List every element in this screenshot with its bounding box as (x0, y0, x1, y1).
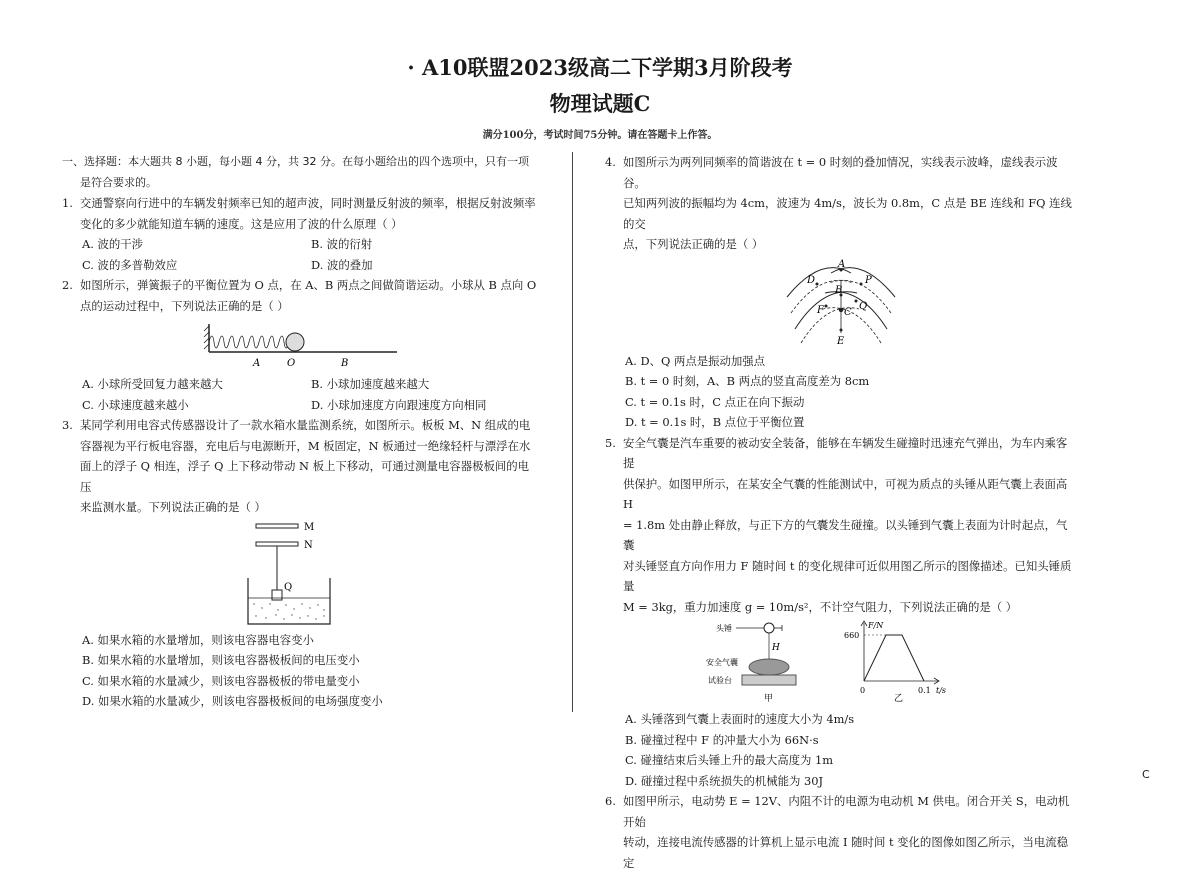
option-a[interactable]: A. 如果水箱的水量增加，则该电容器电容变小 (82, 632, 314, 647)
spring-oscillator-figure (201, 318, 401, 372)
question-text: 点，下列说法正确的是（ ） (623, 237, 764, 251)
question-text: 点的运动过程中，下列说法正确的是（ ） (80, 298, 289, 313)
option-a[interactable]: A. 小球所受回复力越来越大 (82, 377, 223, 391)
question-text: = 1.8m 处由静止释放，与正下方的气囊发生碰撞。以头锤到气囊上表面为计时起点，气囊 (623, 517, 1068, 552)
option-c[interactable]: C. 小球速度越来越小 (82, 397, 189, 412)
question-text: 转动，连接电流传感器的计算机上显示电流 I 随时间 t 变化的图像如图乙所示，当电流稳定 (623, 835, 1069, 870)
question-4 (605, 152, 1077, 255)
question-text: 来监测水量。下列说法正确的是（ ） (80, 500, 266, 514)
label-f: F (817, 304, 824, 316)
option-b[interactable]: B. 波的衍射 (311, 237, 373, 251)
option-a[interactable]: A. 头锤落到气囊上表面时的速度大小为 4m/s (625, 712, 855, 726)
label-660: 660 (844, 631, 860, 640)
options (62, 255, 540, 276)
question-text: 容器视为平行板电容器，充电后与电源断开，M 板固定，N 板通过一绝缘轻杆与漂浮在水 (80, 438, 531, 453)
options (62, 234, 540, 255)
question-text: 某同学利用电容式传感器设计了一款水箱水量监测系统，如图所示。板板 M、N 组成的电 (80, 418, 531, 432)
option-b[interactable]: B. 如果水箱的水量增加，则该电容器极板间的电压变小 (82, 653, 360, 667)
question-text: 对头锤竖直方向作用力 F 随时间 t 的变化规律可近似用图乙所示的图像描述。已知头锤质量 (623, 558, 1072, 593)
option-d[interactable]: D. 小球加速度方向跟速度方向相同 (311, 397, 487, 412)
question-number: 4. (605, 155, 616, 169)
question-text: 如图所示，弹簧振子的平衡位置为 O 点，在 A、B 两点之间做简谐运动。小球从 B 点向 O (80, 278, 537, 292)
question-text: 如图甲所示，电动势 E = 12V、内阻不计的电源为电动机 M 供电。闭合开关 S，电动机开始 (623, 794, 1070, 829)
label-d: D (807, 274, 816, 286)
label-q: Q (284, 581, 293, 593)
option-c[interactable]: C. 如果水箱的水量减少，则该电容器极板的带电量变小 (82, 673, 360, 688)
question-text: 如图所示为两列同频率的简谐波在 t = 0 时刻的叠加情况，实线表示波峰，虚线表示波谷。 (623, 155, 1058, 190)
exam-subtitle: 物理试题C (549, 91, 651, 116)
options (62, 374, 540, 395)
question-number: 5. (605, 435, 616, 450)
question-text: M = 3kg，重力加速度 g = 10m/s²，不计空气阻力，下列说法正确的是（ ） (623, 599, 1018, 614)
label-h: H (772, 643, 780, 653)
airbag-test-figure (706, 619, 976, 707)
label-p: P (865, 274, 872, 286)
section-heading-line2: 是符合要求的。 (80, 175, 157, 189)
label-t-axis: t/s (936, 686, 947, 695)
question-number: 2. (62, 278, 73, 292)
column-divider (572, 152, 573, 712)
label-airbag: 安全气囊 (706, 658, 738, 667)
question-number: 6. (605, 794, 616, 808)
label-yi: 乙 (894, 694, 904, 704)
section-heading (62, 152, 540, 193)
label-o: O (287, 358, 296, 369)
label-n: N (304, 539, 313, 551)
question-number: 3. (62, 418, 73, 432)
right-column (605, 152, 1077, 873)
label-test-bench: 试验台 (708, 676, 732, 685)
label-origin: 0 (860, 686, 866, 695)
label-b: B (835, 284, 843, 296)
option-d[interactable]: D. 如果水箱的水量减少，则该电容器极板间的电场强度变小 (82, 694, 383, 708)
option-d[interactable]: D. t = 0.1s 时，B 点位于平衡位置 (625, 415, 805, 429)
question-text: 安全气囊是汽车重要的被动安全装备，能够在车辆发生碰撞时迅速充气弹出，为车内乘客提 (623, 435, 1068, 470)
question-6 (605, 791, 1077, 873)
question-number: 1. (62, 196, 73, 210)
option-d[interactable]: D. 碰撞过程中系统损失的机械能为 30J (625, 773, 824, 788)
question-text: 已知两列波的振幅均为 4cm，波速为 4m/s，波长为 0.8m，C 点是 BE 连线和 FQ 连线的交 (623, 196, 1072, 231)
question-text: 交通警察向行进中的车辆发射频率已知的超声波，同时测量反射波的频率，根据反射波频率 (80, 196, 536, 210)
question-text: 面上的浮子 Q 相连，浮子 Q 上下移动带动 N 板上下移动，可通过测量电容器极板间的电压 (80, 459, 530, 494)
label-e: E (837, 335, 845, 347)
label-a: A (838, 258, 846, 270)
left-column (62, 152, 540, 712)
options (62, 395, 540, 416)
question-3 (62, 415, 540, 518)
label-c: C (844, 306, 852, 318)
question-text: 供保护。如图甲所示，在某安全气囊的性能测试中，可视为质点的头锤从距气囊上表面高 H (623, 476, 1068, 511)
label-head-hammer: 头锤 (716, 624, 732, 633)
option-d[interactable]: D. 波的叠加 (311, 257, 373, 272)
page-mark: C (1142, 768, 1150, 781)
label-b: B (341, 358, 349, 369)
option-b[interactable]: B. 小球加速度越来越大 (311, 377, 430, 391)
question-1 (62, 193, 540, 234)
label-m: M (304, 521, 315, 533)
label-q: Q (859, 300, 868, 312)
question-5 (605, 433, 1077, 618)
option-b[interactable]: B. t = 0 时刻，A、B 两点的竖直高度差为 8cm (625, 374, 870, 388)
label-01: 0.1 (918, 686, 931, 695)
exam-title: · A10联盟2023级高二下学期3月阶段考 (407, 55, 793, 80)
label-f-axis: F/N (868, 621, 884, 630)
section-heading-line1: 一、选择题：本大题共 8 小题，每小题 4 分，共 32 分。在每小题给出的四个选项中，只有一项 (62, 155, 529, 168)
wave-interference-figure (781, 257, 901, 349)
label-jia: 甲 (764, 694, 774, 704)
option-c[interactable]: C. 波的多普勒效应 (82, 257, 178, 272)
option-b[interactable]: B. 碰撞过程中 F 的冲量大小为 66N·s (625, 732, 819, 747)
water-tank-capacitor-figure (246, 520, 356, 628)
question-2 (62, 275, 540, 316)
option-c[interactable]: C. 碰撞结束后头锤上升的最大高度为 1m (625, 753, 834, 767)
option-a[interactable]: A. D、Q 两点是振动加强点 (625, 353, 766, 368)
option-c[interactable]: C. t = 0.1s 时，C 点正在向下振动 (625, 394, 805, 409)
option-a[interactable]: A. 波的干涉 (82, 237, 144, 251)
label-a: A (253, 358, 261, 369)
exam-note: 满分100分，考试时间75分钟。请在答题卡上作答。 (482, 130, 718, 141)
question-text: 变化的多少就能知道车辆的速度。这是应用了波的什么原理（ ） (80, 216, 403, 231)
